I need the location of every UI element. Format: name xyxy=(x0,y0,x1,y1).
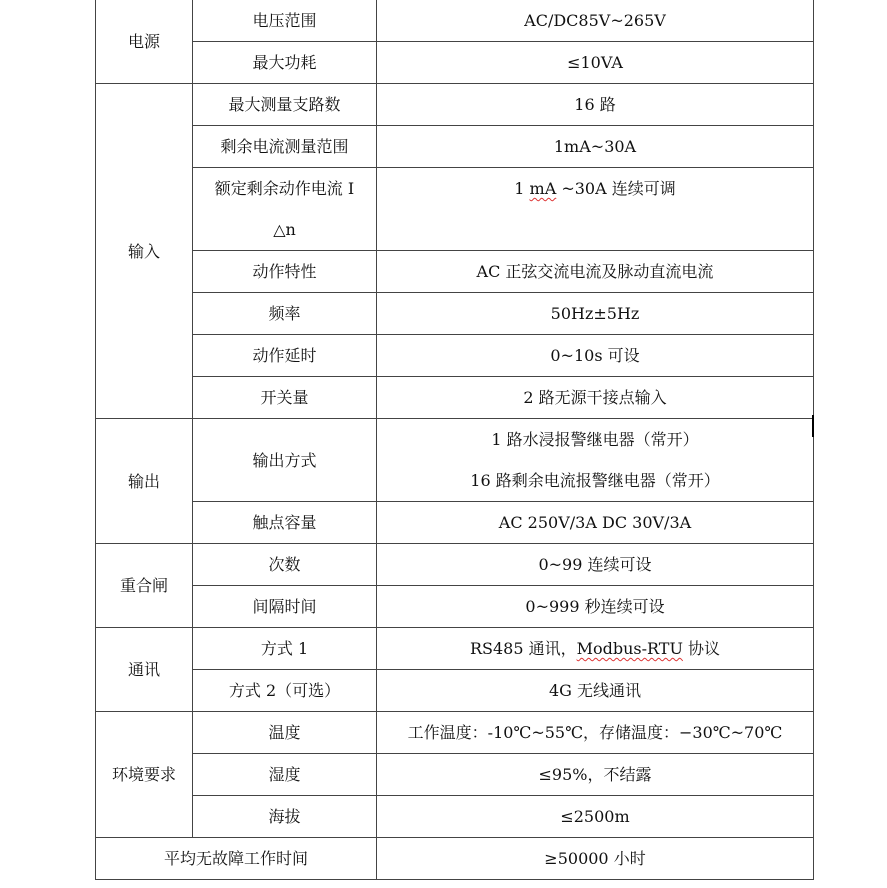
value-cell: AC/DC85V~265V xyxy=(377,0,814,42)
table-row xyxy=(96,419,814,461)
table-row xyxy=(96,126,814,168)
value-cell: 4G 无线通讯 xyxy=(377,670,814,712)
value-cell: AC 250V/3A DC 30V/3A xyxy=(377,502,814,544)
table-row xyxy=(96,502,814,544)
param-cell: 动作特性 xyxy=(193,251,377,293)
param-cell: 触点容量 xyxy=(193,502,377,544)
value-cell: 16 路剩余电流报警继电器（常开） xyxy=(377,460,814,502)
table-row xyxy=(96,42,814,84)
value-cell: ≤2500m xyxy=(377,796,814,838)
table-row xyxy=(96,838,814,880)
table-row xyxy=(96,0,814,42)
table-row xyxy=(96,168,814,210)
param-cell: 剩余电流测量范围 xyxy=(193,126,377,168)
table-row xyxy=(96,628,814,670)
value-text-flagged: mA xyxy=(529,179,557,198)
table-row xyxy=(96,712,814,754)
group-input: 输入 xyxy=(96,84,193,419)
text-cursor xyxy=(812,415,814,437)
param-cell: 间隔时间 xyxy=(193,586,377,628)
spec-table xyxy=(95,0,814,880)
table-row xyxy=(96,251,814,293)
value-cell: AC 正弦交流电流及脉动直流电流 xyxy=(377,251,814,293)
param-cell: △n xyxy=(193,209,377,251)
table-row xyxy=(96,377,814,419)
value-text-flagged: Modbus-RTU xyxy=(576,639,683,658)
value-cell: ≤10VA xyxy=(377,42,814,84)
value-cell: 50Hz±5Hz xyxy=(377,293,814,335)
table-row xyxy=(96,670,814,712)
group-reclose: 重合闸 xyxy=(96,544,193,628)
value-text: RS485 通讯， xyxy=(469,639,577,658)
param-cell: 最大功耗 xyxy=(193,42,377,84)
mtbf-value: ≥50000 小时 xyxy=(377,838,814,880)
param-cell: 最大测量支路数 xyxy=(193,84,377,126)
value-text: 协议 xyxy=(682,639,721,658)
value-cell: 1mA~30A xyxy=(377,126,814,168)
param-cell: 电压范围 xyxy=(193,0,377,42)
value-cell: 1 路水浸报警继电器（常开） xyxy=(377,419,814,461)
group-output: 输出 xyxy=(96,419,193,544)
group-comm: 通讯 xyxy=(96,628,193,712)
param-cell: 输出方式 xyxy=(193,419,377,502)
value-cell xyxy=(377,628,814,670)
param-cell: 频率 xyxy=(193,293,377,335)
group-power: 电源 xyxy=(96,0,193,84)
table-row xyxy=(96,293,814,335)
param-cell: 额定剩余动作电流 I xyxy=(193,168,377,210)
value-cell: 0~99 连续可设 xyxy=(377,544,814,586)
param-cell: 次数 xyxy=(193,544,377,586)
group-env: 环境要求 xyxy=(96,712,193,838)
table-row xyxy=(96,586,814,628)
param-cell: 湿度 xyxy=(193,754,377,796)
param-cell: 方式 2（可选） xyxy=(193,670,377,712)
table-row xyxy=(96,335,814,377)
mtbf-label: 平均无故障工作时间 xyxy=(96,838,377,880)
value-cell: 工作温度：-10℃~55℃，存储温度：−30℃~70℃ xyxy=(377,712,814,754)
param-cell: 温度 xyxy=(193,712,377,754)
value-cell: 2 路无源干接点输入 xyxy=(377,377,814,419)
value-text: ~30A 连续可调 xyxy=(556,179,676,198)
value-cell: 16 路 xyxy=(377,84,814,126)
value-cell: 0~999 秒连续可设 xyxy=(377,586,814,628)
param-cell: 海拔 xyxy=(193,796,377,838)
table-row xyxy=(96,754,814,796)
table-row xyxy=(96,544,814,586)
value-text: 1 xyxy=(514,179,530,198)
table-row xyxy=(96,796,814,838)
param-cell: 动作延时 xyxy=(193,335,377,377)
value-cell: 0~10s 可设 xyxy=(377,335,814,377)
value-cell xyxy=(377,168,814,251)
value-cell: ≤95%，不结露 xyxy=(377,754,814,796)
param-cell: 开关量 xyxy=(193,377,377,419)
table-row xyxy=(96,84,814,126)
param-cell: 方式 1 xyxy=(193,628,377,670)
